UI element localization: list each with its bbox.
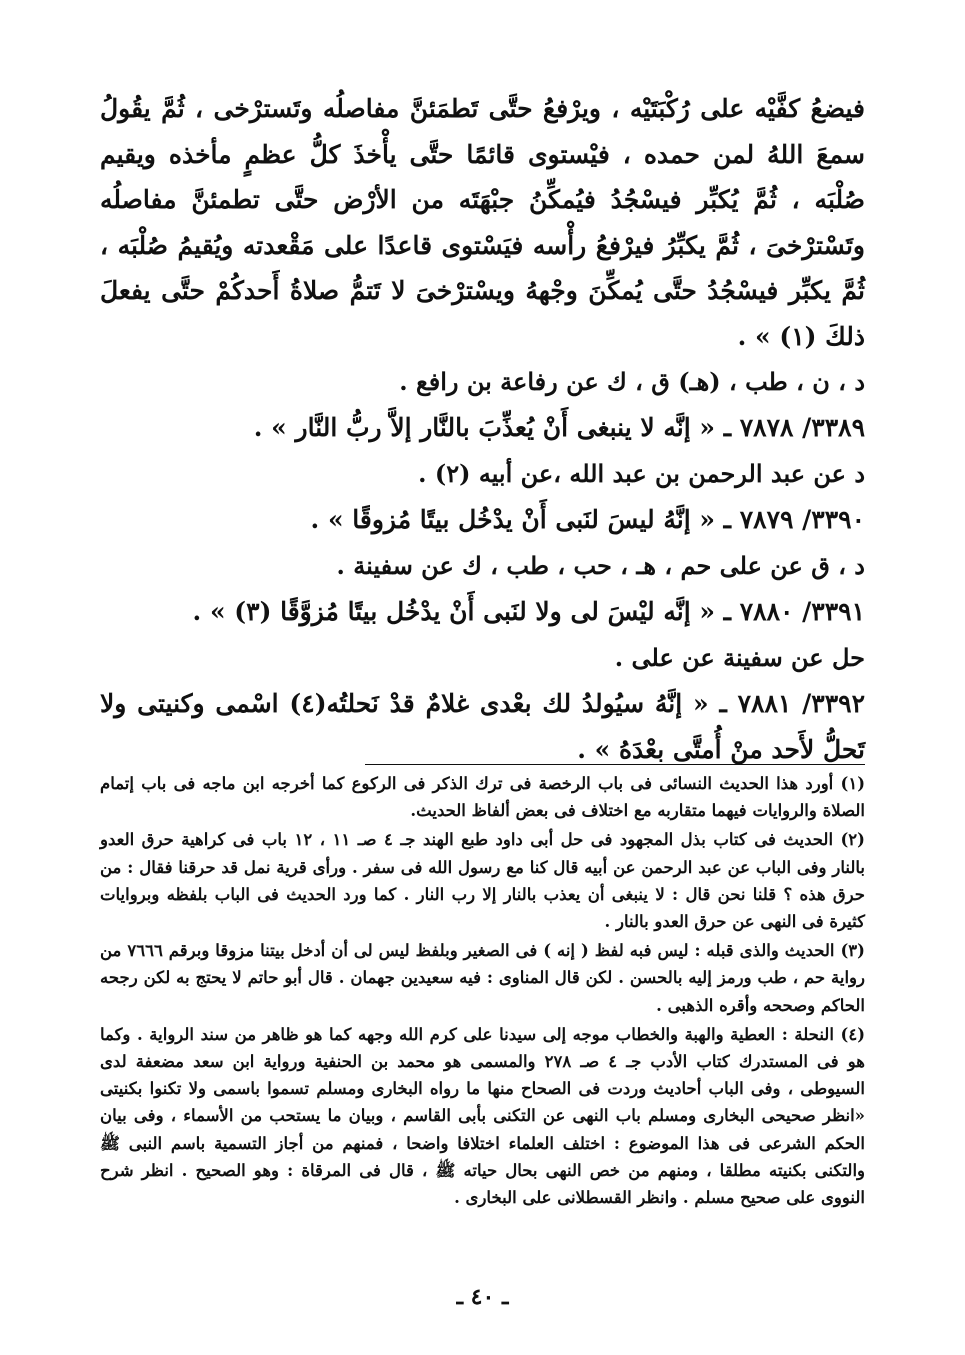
source-line-3389: د عن عبد الرحمن بن عبد الله ،عن أبيه (٢) .: [418, 459, 865, 488]
source-line-3390: د ، ق عن على حم ، هـ ، حب ، طب ، ك عن سفينة .: [336, 551, 865, 580]
footnotes-block: [100, 770, 865, 1213]
main-text-block: [100, 86, 865, 773]
source-line-3391: حل عن سفينة عن على .: [614, 643, 865, 672]
footnote-4: (٤) النحلة : العطية والهبة والخطاب موجه إلى سيدنا على كرم الله وجهه كما هو ظاهر من سند الرواية . وكما هو فى المستدرك كتاب الأدب جـ ٤ صـ ٢٧٨ والمسمى هو محمد بن الحنفية ورواية ابن سعد مضعفة لدى السيوطى ، وفى الباب أحاديث وردت فى الصحاح منها ما رواه البخارى ومسلم تسموا باسمى ولا تكنوا بكنيتى «انظر صحيحى البخارى ومسلم باب النهى عن التكنى بأبى القاسم ، وبيان ما يستحب من الأسماء ، وفى بيان الحكم الشرعى فى هذا الموضوع : اختلف العلماء اختلافا واضحا ، فمنهم من أجاز التسمية باسم النبى ﷺ والتكنى بكنيته مطلقا ، ومنهم من خص النهى بحال حياته ﷺ ، قال فى المرقاة : وهو الصحيح . انظر شرح النووى على صحيح مسلم . وانظر القسطلانى على البخارى .: [100, 1024, 865, 1208]
page-number: ـ ٤٠ ـ: [456, 1284, 509, 1310]
hadith-3390: ٣٣٩٠/ ٧٨٧٩ ـ « إنَّهُ ليسَ لنَبى أَنْ يدْخُل بيتًا مُزوقًا » .: [310, 505, 865, 534]
footnote-divider: [365, 764, 865, 765]
opening-paragraph: فيضعُ كفَّيْه على رُكْبَتَيْه ، ويرْفعُ حتَّى تَطمَئنَّ مفاصلُه وتَسترْخى ، ثُمَّ يقُولُ سمعَ اللهُ لمن حمده ، فيْستوى قائمًا حتَّى يأْخذَ كلُّ عظمٍ مأخذه ويقيم صُلْبَه ، ثُمَّ يُكبِّر فيسْجُدُ فيُمكِّنُ جبْهَتَه من الأرْض حتَّى تطمئنَّ مفاصلُه وتَسْترْخىَ ، ثُمَّ يكبِّرُ فيرْفعُ رأْسه فيَسْتوى قاعدًا على مَقْعدته ويُقيمُ صُلْبَه ، ثُمَّ يكبِّر فيسْجُدُ حتَّى يُمكِّنَ وجْههُ ويسْترْخىَ لا تَتمُّ صلاةُ أَحدكُمْ حتَّى يفعلَ ذلكَ (١) » .: [100, 94, 865, 351]
hadith-3389: ٣٣٨٩/ ٧٨٧٨ ـ « إنَّه لا ينبغى أَنْ يُعذِّبَ بالنَّار إلاَّ ربُّ النَّار » .: [253, 413, 865, 442]
footnote-2: (٢) الحديث فى كتاب بذل المجهود فى حل أبى داود طبع الهند جـ ٤ صـ ١١ ، ١٢ باب فى كراهية حرق العدو بالنار وفى الباب عن عبد الرحمن عن أبيه قال كنا مع رسول الله فى سفر . ورأى قرية نمل قد حرقنا فقال : من حرق هذه ؟ قلنا نحن قال : لا ينبغى أن يعذب بالنار إلا رب النار . كما ورد الحديث فى الباب بلفظه وبروايات كثيرة فى النهى عن حرق العدو بالنار .: [100, 830, 865, 932]
footnote-1: (١) أورد هذا الحديث النسائى فى باب الرخصة فى ترك الذكر فى الركوع كما أخرجه ابن ماجه فى باب إتمام الصلاة والروايات فيهما متقاربه مع اختلاف فى بعض ألفاظ الحديث.: [100, 774, 865, 821]
hadith-3392: ٣٣٩٢/ ٧٨٨١ ـ « إنَّهُ سيُولدُ لك بعْدى غلامٌ قدْ نَحلتُه(٤) اسْمى وكنيتى ولا تَحلُّ لأَحد منْ أُمتَّى بعْدَهُ » .: [100, 689, 866, 764]
source-line-1: د ، ن ، طب ، (هـ) ق ، ك عن رفاعة بن رافع .: [399, 367, 865, 396]
footnote-3: (٣) الحديث والذى قبله : ليس فبه لفظ ( إنه ) فى الصغير وبلفظ ليس لى أن أدخل بيتنا مزوقا وبرقم ٧٦٦٦ من رواية حم ، طب ورمز إليه بالحسن . لكن قال المناوى : فيه سعيدين جهمان . قال أبو حاتم لا يحتج به لكن رجحه الحاكم وصححه وأقره الذهبى .: [100, 941, 865, 1015]
hadith-3391: ٣٣٩١/ ٧٨٨٠ ـ « إنَّه ليْسَ لى ولا لنَبى أَنْ يدْخُل بيتًا مُزوَّقًا (٣) » .: [192, 597, 865, 626]
